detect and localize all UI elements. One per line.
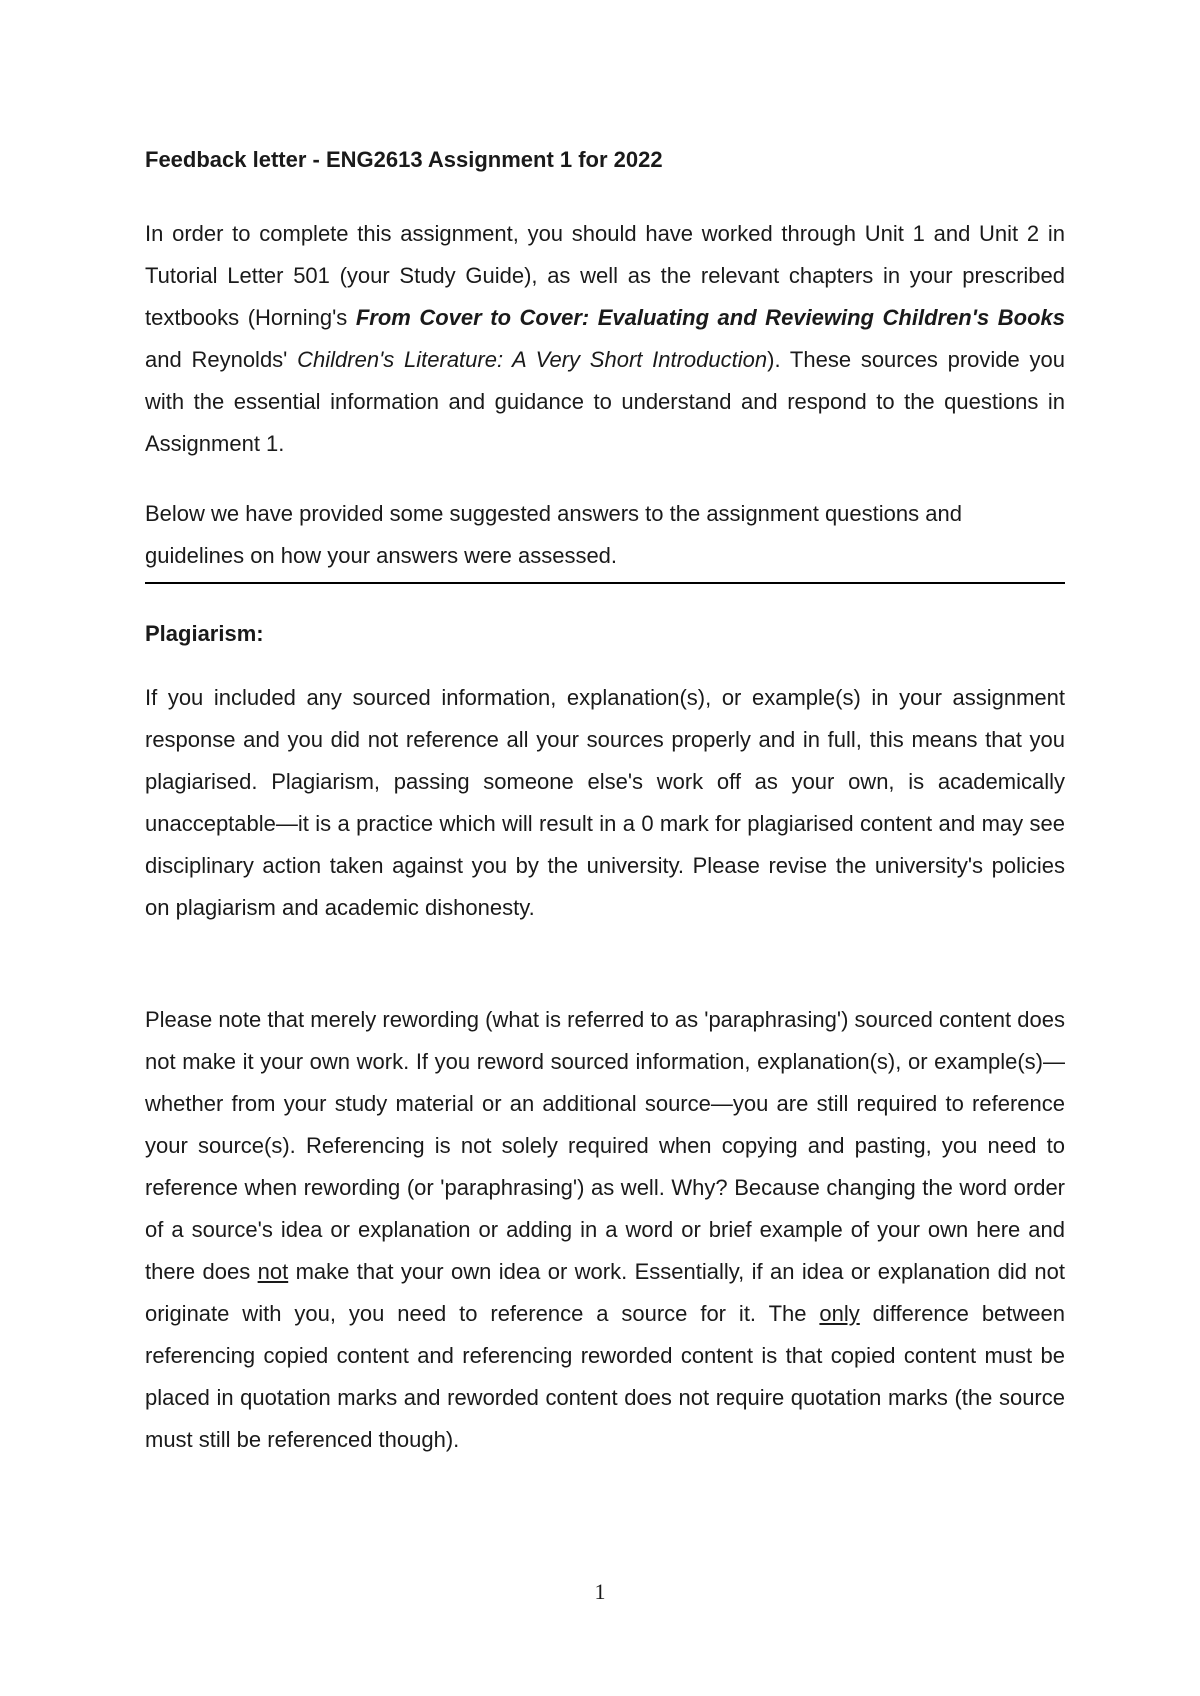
- intro-text-1: In order to complete this assignment, you should have worked through Unit 1 and Unit 2 in Tutorial Letter 501 (your Study Guide), as well as the relevant chapters in your prescribed textbooks (Horning's: [145, 221, 1065, 330]
- plagiarism-paragraph-1: If you included any sourced information, explanation(s), or example(s) in your assignment response and you did not reference all your sources properly and in full, this means that you plagiarised. Plagiarism, passing someone else's work off as your own, is academically unacceptable—it is a practice which will result in a 0 mark for plagiarised content and may see disciplinary action taken against you by the university. Please revise the university's policies on plagiarism and academic dishonesty.: [145, 685, 1065, 920]
- book-title-1: From Cover to Cover: Evaluating and Reviewing Children's Books: [355, 305, 1065, 330]
- plagiarism-p2-text-3: difference between referencing copied content and referencing reworded content is that copied content must be placed in quotation marks and reworded content does not require quotation marks (the source must still be referenced though).: [145, 1301, 1065, 1452]
- page-number: 1: [594, 1579, 606, 1604]
- plagiarism-p2-text-1: Please note that merely rewording (what is referred to as 'paraphrasing') sourced content does not make it your own work. If you reword sourced information, explanation(s), or example(s)—whether from your study material or an additional source—you are still required to reference your source(s). Referencing is not solely required when copying and pasting, you need to reference when rewording (or 'paraphrasing') as well. Why? Because changing the word order of a source's idea or explanation or adding in a word or brief example of your own here and there does: [145, 1007, 1065, 1284]
- intro-text-2: and Reynolds': [145, 347, 298, 372]
- plagiarism-heading: Plagiarism:: [145, 621, 264, 646]
- suggested-answers-paragraph: Below we have provided some suggested answers to the assignment questions and guidelines on how your answers were assessed.: [145, 501, 962, 568]
- section-divider: [145, 582, 1065, 584]
- intro-text-3: ). These sources provide you with the essential information and guidance to understand and respond to the questions in Assignment 1.: [145, 347, 1065, 456]
- intro-paragraph: [145, 213, 1065, 465]
- plagiarism-p2-text-2: make that your own idea or work. Essentially, if an idea or explanation did not originate with you, you need to reference a source for it. The: [145, 1259, 1065, 1326]
- underlined-only: only: [819, 1301, 860, 1326]
- book-title-2: Children's Literature: A Very Short Introduction: [297, 347, 768, 372]
- underlined-not: not: [257, 1259, 289, 1284]
- plagiarism-paragraph-2: [145, 999, 1065, 1461]
- document-title: Feedback letter - ENG2613 Assignment 1 for 2022: [145, 147, 663, 172]
